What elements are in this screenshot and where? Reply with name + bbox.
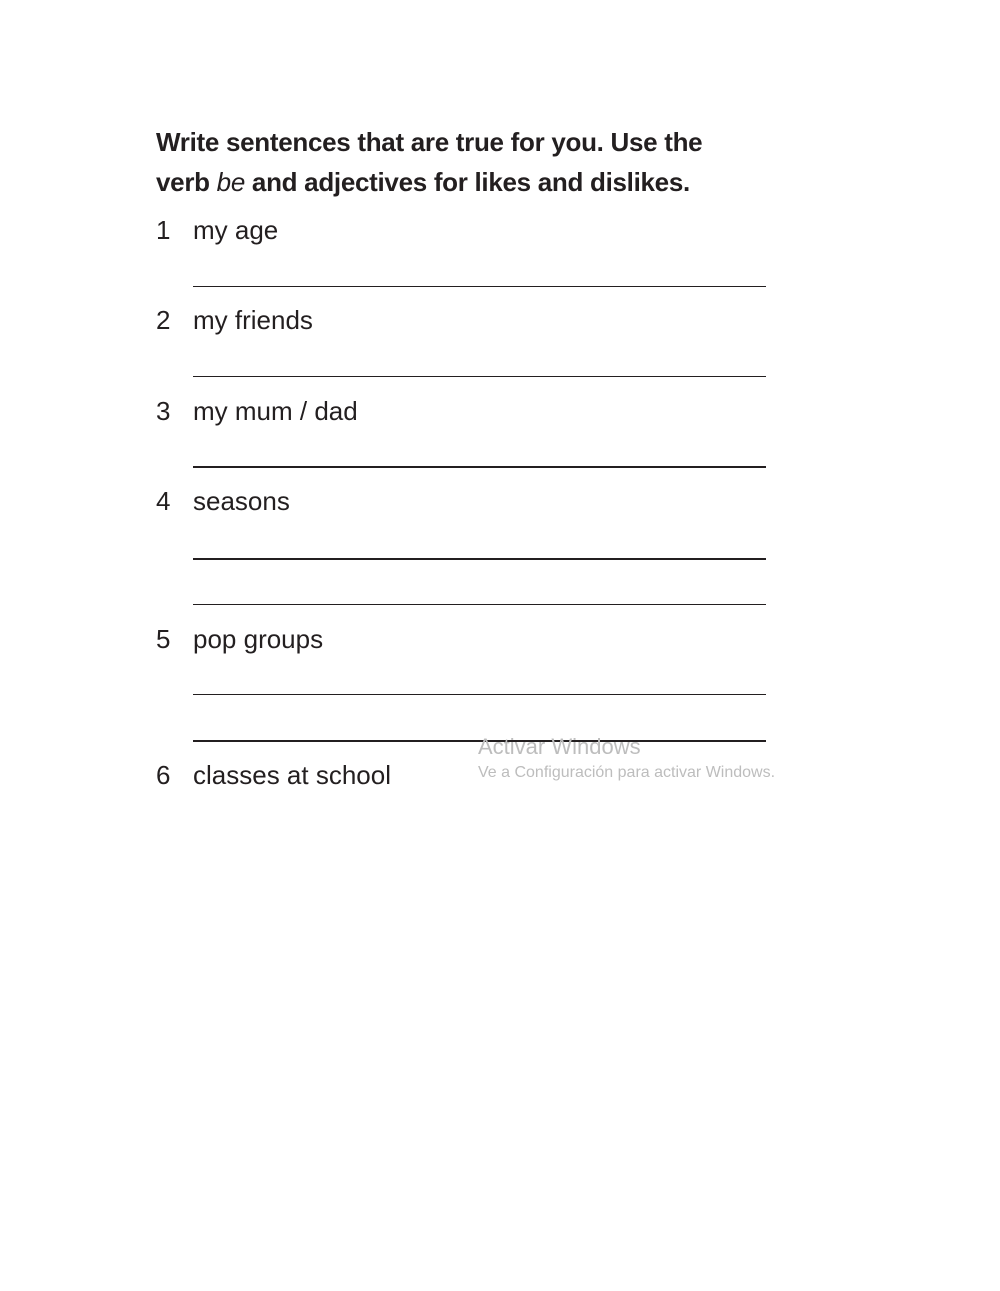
item-number: 3 xyxy=(156,396,171,426)
windows-activation-watermark xyxy=(478,734,775,784)
instructions-line-2 xyxy=(156,162,796,202)
exercise-item-2 xyxy=(156,300,313,340)
exercise-item-3 xyxy=(156,391,358,431)
item-prompt: my age xyxy=(193,215,279,245)
watermark-subtitle: Ve a Configuración para activar Windows. xyxy=(478,764,776,781)
item-number: 2 xyxy=(156,305,171,335)
answer-line-3[interactable] xyxy=(193,466,766,468)
item-number: 5 xyxy=(156,624,171,654)
item-number: 4 xyxy=(156,486,171,516)
instructions-line-2-start: verb xyxy=(156,167,217,197)
item-prompt: seasons xyxy=(193,486,290,516)
exercise-instructions xyxy=(156,122,796,202)
instructions-line-1: Write sentences that are true for you. Use the xyxy=(156,127,703,157)
answer-line-4a[interactable] xyxy=(193,558,766,560)
answer-line-1[interactable] xyxy=(193,286,766,287)
exercise-item-6 xyxy=(156,755,391,795)
watermark-title: Activar Windows xyxy=(478,734,641,759)
item-number: 6 xyxy=(156,760,171,790)
item-prompt: pop groups xyxy=(193,624,324,654)
item-number: 1 xyxy=(156,215,171,245)
exercise-item-1 xyxy=(156,210,278,250)
answer-line-4b[interactable] xyxy=(193,604,766,605)
item-prompt: my friends xyxy=(193,305,313,335)
answer-line-2[interactable] xyxy=(193,376,766,377)
item-prompt: classes at school xyxy=(193,760,391,790)
exercise-item-4 xyxy=(156,481,290,521)
item-prompt: my mum / dad xyxy=(193,396,358,426)
answer-line-5a[interactable] xyxy=(193,694,766,695)
instructions-line-2-end: and adjectives for likes and dislikes. xyxy=(244,167,690,197)
instructions-italic-word: be xyxy=(216,167,245,197)
exercise-item-5 xyxy=(156,619,323,659)
